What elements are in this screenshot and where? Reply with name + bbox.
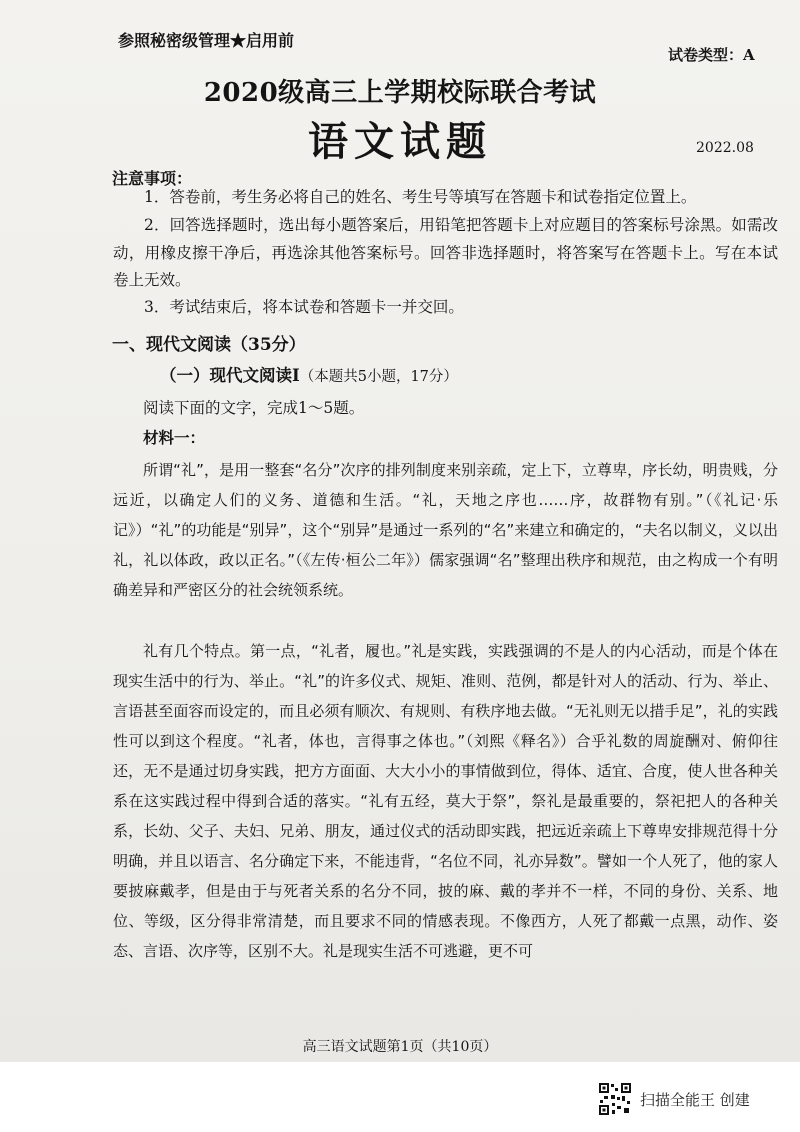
subsection-name: （一）现代文阅读Ⅰ [160, 366, 300, 385]
passage-paragraph-1: 所谓“礼”，是用一整套“名分”次序的排列制度来别亲疏，定上下，立尊卑，序长幼，明贵贱，分远近，以确定人们的义务、道德和生活。“礼，天地之序也……序，故群物有别。”（《礼记·乐记》）“礼”的功能是“别异”，这个“别异”是通过一系列的“名”来建立和确定的，“夫名以制义，义以出礼，礼以体政，政以正名。”（《左传·桓公二年》）儒家强调“名”整理出秩序和规范，由之构成一个有明确差异和严密区分的社会统领系统。 [113, 461, 778, 599]
paper-type: 试卷类型：A [668, 46, 755, 64]
notice-item-1: 1．答卷前，考生务必将自己的姓名、考生号等填写在答题卡和试卷指定位置上。 [144, 188, 697, 206]
secret-level-note: 参照秘密级管理★启用前 [118, 31, 295, 50]
qr-code-icon [598, 1082, 632, 1116]
notice-heading: 注意事项： [112, 169, 193, 188]
exam-date: 2022.08 [696, 140, 754, 156]
scanner-watermark [598, 1082, 750, 1116]
subsection-title [160, 362, 458, 386]
subject-title: 语文试题 [308, 118, 492, 165]
exam-title: 2020级高三上学期校际联合考试 [203, 78, 597, 108]
subsection-info: （本题共5小题，17分） [299, 369, 458, 385]
watermark-text: 扫描全能王 创建 [640, 1090, 750, 1109]
material-label: 材料一： [143, 428, 206, 447]
notice-item-3: 3．考试结束后，将本试卷和答题卡一并交回。 [144, 298, 464, 316]
notice-item-2: 2．回答选择题时，选出每小题答案后，用铅笔把答题卡上对应题目的答案标号涂黑。如需改动，用橡皮擦干净后，再选涂其他答案标号。回答非选择题时，将答案写在答题卡上。写在本试卷上无效。 [113, 216, 778, 289]
reading-instruction: 阅读下面的文字，完成1～5题。 [143, 399, 365, 417]
section-title: 一、现代文阅读（35分） [112, 335, 306, 355]
page-footer: 高三语文试题第1页（共10页） [302, 1039, 498, 1055]
passage-paragraph-2: 礼有几个特点。第一点，“礼者，履也。”礼是实践，实践强调的不是人的内心活动，而是个体在现实生活中的行为、举止。“礼”的许多仪式、规矩、准则、范例，都是针对人的活动、行为、举止、言语甚至面容而设定的，而且必须有顺次、有规则、有秩序地去做。“无礼则无以措手足”，礼的实践性可以到这个程度。“礼者，体也，言得事之体也。”（刘熙《释名》）合乎礼数的周旋酬对、俯仰往还，无不是通过切身实践，把方方面面、大大小小的事情做到位，得体、适宜、合度，使人世各种关系在这实践过程中得到合适的落实。“礼有五经，莫大于祭”，祭礼是最重要的，祭祀把人的各种关系，长幼、父子、夫妇、兄弟、朋友，通过仪式的活动即实践，把远近亲疏上下尊卑安排规范得十分明确，并且以语言、名分确定下来，不能违背，“名位不同，礼亦异数”。譬如一个人死了，他的家人要披麻戴孝，但是由于与死者关系的名分不同，披的麻、戴的孝并不一样，不同的身份、关系、地位、等级，区分得非常清楚，而且要求不同的情感表现。不像西方，人死了都戴一点黑，动作、姿态、言语、次序等，区别不大。礼是现实生活不可逃避，更不可 [113, 642, 778, 960]
